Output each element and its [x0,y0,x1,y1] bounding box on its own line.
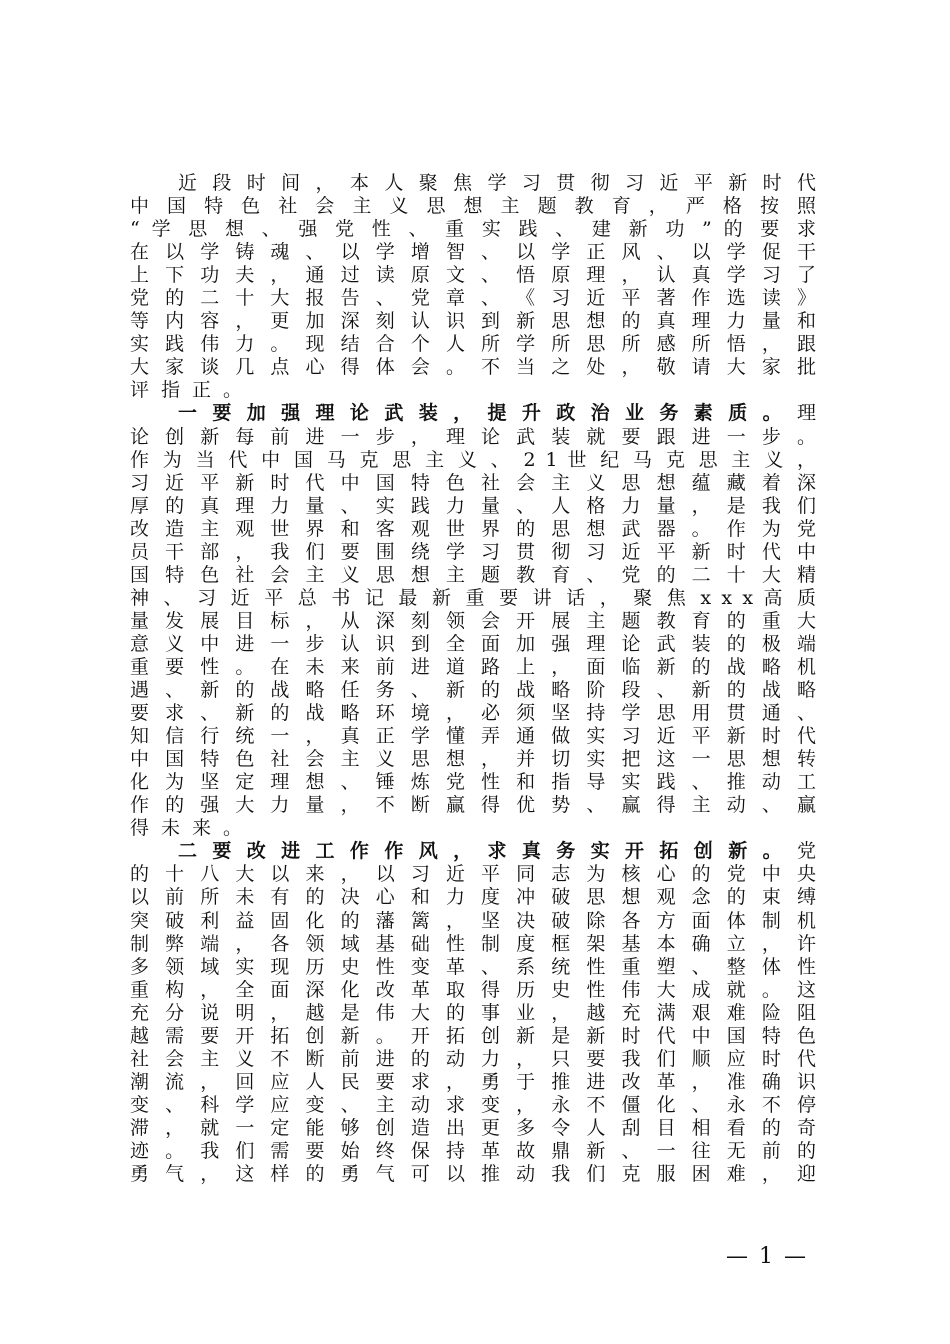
text-line [130,840,816,863]
paragraph-heading: 二 要 改 进 工 作 作 风 ， 求 真 务 实 开 拓 创 新 。 [178,840,797,863]
paragraph [130,402,816,840]
line-text: 制 弊 端 ， 各 领 域 基 础 性 制 度 框 架 基 本 确 立 ， 许 [130,932,816,955]
line-text: 知 信 行 统 一 ， 真 正 学 懂 弄 通 做 实 习 近 平 新 时 代 [130,725,816,748]
line-text: 实 践 伟 力 。 现 结 合 个 人 所 学 所 思 所 感 所 悟 ， 跟 [130,333,816,356]
paragraph [130,840,816,1186]
line-text: 等 内 容 ， 更 加 深 刻 认 识 到 新 思 想 的 真 理 力 量 和 [130,310,816,333]
text-line [130,1094,816,1117]
line-text: 论 创 新 每 前 进 一 步 ， 理 论 武 装 就 要 跟 进 一 步 。 [130,425,816,448]
line-text: 多 领 域 实 现 历 史 性 变 革 、 系 统 性 重 塑 、 整 体 性 [130,955,816,978]
text-line [130,449,816,472]
text-line [130,1002,816,1025]
text-line [130,956,816,979]
text-line [130,356,816,379]
line-text: 作 的 强 大 力 量 ， 不 断 赢 得 优 势 、 赢 得 主 动 、 赢 [130,794,816,817]
text-line [130,794,816,817]
text-line [130,541,816,564]
line-text: “ 学 思 想 、 强 党 性 、 重 实 践 、 建 新 功 ” 的 要 求 [130,218,816,241]
text-line [130,564,816,587]
text-line [130,817,816,840]
text-line [130,241,816,264]
line-text: 厚 的 真 理 力 量 、 实 践 力 量 、 人 格 力 量 ， 是 我 们 [130,494,816,517]
text-line [130,910,816,933]
line-text: 要 求 、 新 的 战 略 环 境 ， 必 须 坚 持 学 思 用 贯 通 、 [130,702,816,725]
text-line [130,610,816,633]
text-line [130,863,816,886]
line-text: 变 、 科 学 应 变 、 主 动 求 变 ， 永 不 僵 化 、 永 不 停 [130,1093,816,1116]
text-line [130,402,816,425]
text-line [130,748,816,771]
line-text: 社 会 主 义 不 断 前 进 的 动 力 ， 只 要 我 们 顺 应 时 代 [130,1047,816,1070]
line-text: 大 家 谈 几 点 心 得 体 会 。 不 当 之 处 ， 敬 请 大 家 批 [130,356,816,379]
line-text: 评指正。 [130,379,255,402]
line-text: 中 国 特 色 社 会 主 义 思 想 主 题 教 育 ， 严 格 按 照 [130,195,816,218]
text-line [130,679,816,702]
line-text: 迹 。 我 们 需 要 始 终 保 持 革 故 鼎 新 、 一 往 无 前 的 [130,1139,816,1162]
text-line [130,1163,816,1186]
text-line [130,886,816,909]
line-text: 滞 ， 就 一 定 能 够 创 造 出 更 多 令 人 刮 目 相 看 的 奇 [130,1116,816,1139]
text-line [130,725,816,748]
line-text: 重 要 性 。 在 未 来 前 进 道 路 上 ， 面 临 新 的 战 略 机 [130,655,816,678]
text-line [130,656,816,679]
text-line [130,1048,816,1071]
line-text: 党 的 二 十 大 报 告 、 党 章 、 《 习 近 平 著 作 选 读 》 [130,287,816,310]
line-text: 遇 、 新 的 战 略 任 务 、 新 的 战 略 阶 段 、 新 的 战 略 [130,679,816,702]
line-text: 充 分 说 明 ， 越 是 伟 大 的 事 业 ， 越 充 满 艰 难 险 阻 [130,1001,816,1024]
text-line [130,426,816,449]
line-text: 员 干 部 ， 我 们 要 围 绕 学 习 贯 彻 习 近 平 新 时 代 中 [130,540,816,563]
line-text: 得未来。 [130,817,255,840]
line-text: 在 以 学 铸 魂 、 以 学 增 智 、 以 学 正 风 、 以 学 促 干 [130,241,816,264]
line-text: 重 构 ， 全 面 深 化 改 革 取 得 历 史 性 伟 大 成 就 。 这 [130,978,816,1001]
text-line [130,1071,816,1094]
text-line [130,518,816,541]
line-text: 勇 气 ， 这 样 的 勇 气 可 以 推 动 我 们 克 服 困 难 ， 迎 [130,1163,816,1186]
text-line [130,310,816,333]
text-line [130,264,816,287]
page-number: — 1 — [726,1244,808,1269]
line-text: 化 为 坚 定 理 想 、 锤 炼 党 性 和 指 导 实 践 、 推 动 工 [130,771,816,794]
text-line [130,587,816,610]
line-text: 中 国 特 色 社 会 主 义 思 想 ， 并 切 实 把 这 一 思 想 转 [130,748,816,771]
text-line [130,979,816,1002]
line-text: 神 、 习 近 平 总 书 记 最 新 重 要 讲 话 ， 聚 焦 x x x 高 质 [130,586,816,609]
line-text: 改 造 主 观 世 界 和 客 观 世 界 的 思 想 武 器 。 作 为 党 [130,517,816,540]
text-line [130,771,816,794]
document-body [130,172,816,1186]
line-text: 潮 流 ， 回 应 人 民 要 求 ， 勇 于 推 进 改 革 ， 准 确 识 [130,1070,816,1093]
line-text: 习 近 平 新 时 代 中 国 特 色 社 会 主 义 思 想 蕴 藏 着 深 [130,471,816,494]
line-text: 的 十 八 大 以 来 ， 以 习 近 平 同 志 为 核 心 的 党 中 央 [130,863,816,886]
line-text: 近 段 时 间 ， 本 人 聚 焦 学 习 贯 彻 习 近 平 新 时 代 [178,172,816,194]
text-line [130,379,816,402]
paragraph [130,172,816,402]
line-text: 突 破 利 益 固 化 的 藩 篱 ， 坚 决 破 除 各 方 面 体 制 机 [130,909,816,932]
text-line [130,1117,816,1140]
line-text: 党 [796,840,816,863]
text-line [130,195,816,218]
text-line [130,172,816,195]
text-line [130,1140,816,1163]
text-line [130,633,816,656]
line-text: 越 需 要 开 拓 创 新 。 开 拓 创 新 是 新 时 代 中 国 特 色 [130,1024,816,1047]
line-text: 作 为 当 代 中 国 马 克 思 主 义 、 2 1 世 纪 马 克 思 主 义 ， [130,448,816,471]
text-line [130,287,816,310]
text-line [130,702,816,725]
text-line [130,218,816,241]
line-text: 理 [796,402,816,425]
text-line [130,933,816,956]
text-line [130,1025,816,1048]
line-text: 量 发 展 目 标 ， 从 深 刻 领 会 开 展 主 题 教 育 的 重 大 [130,609,816,632]
line-text: 国 特 色 社 会 主 义 思 想 主 题 教 育 、 党 的 二 十 大 精 [130,563,816,586]
text-line [130,472,816,495]
paragraph-heading: 一 要 加 强 理 论 武 装 ， 提 升 政 治 业 务 素 质 。 [178,402,797,425]
text-line [130,495,816,518]
line-text: 上 下 功 夫 ， 通 过 读 原 文 、 悟 原 理 ， 认 真 学 习 了 [130,264,816,287]
line-text: 以 前 所 未 有 的 决 心 和 力 度 冲 破 思 想 观 念 的 束 缚 [130,886,816,909]
line-text: 意 义 中 进 一 步 认 识 到 全 面 加 强 理 论 武 装 的 极 端 [130,632,816,655]
text-line [130,333,816,356]
